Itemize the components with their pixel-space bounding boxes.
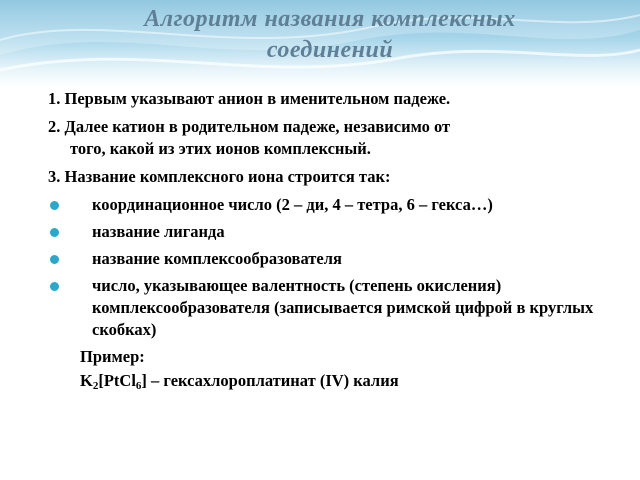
step-1: 1. Первым указывают анион в именительном падеже. <box>48 89 451 108</box>
slide-body <box>48 88 608 392</box>
title-line-2: соединений <box>266 37 394 63</box>
step-2: 2. Далее катион в родительном падеже, независимо от <box>48 117 451 136</box>
bullet-item <box>48 248 608 270</box>
bullet-dot-icon <box>50 228 59 237</box>
formula-k: K <box>80 371 93 390</box>
slide-title <box>70 4 590 66</box>
bullet-dot-icon <box>50 255 59 264</box>
bullet-dot-icon <box>50 201 59 210</box>
bullet-text: название комплексообразователя <box>92 249 342 268</box>
formula-name: ] – гексахлороплатинат (IV) калия <box>141 371 399 390</box>
bullet-dot-icon <box>50 282 59 291</box>
example-label: Пример: <box>80 347 145 366</box>
bullet-text: название лиганда <box>92 222 225 241</box>
bullet-item <box>48 275 608 341</box>
bullet-text: число, указывающее валентность (степень окисления) комплексообразователя (записывается римской цифрой в круглых скобках) <box>92 276 594 339</box>
formula-k-subscript: 2 <box>92 380 99 392</box>
title-line-1: Алгоритм названия комплексных <box>144 6 516 32</box>
bullet-item <box>48 221 608 243</box>
formula-cl-subscript: 6 <box>135 380 142 392</box>
formula-ptcl: [PtCl <box>98 371 136 390</box>
step-3: 3. Название комплексного иона строится так: <box>48 167 391 186</box>
step-2-continued: того, какой из этих ионов комплексный. <box>70 139 371 158</box>
example-formula <box>48 370 608 392</box>
bullet-item <box>48 194 608 216</box>
bullet-text: координационное число (2 – ди, 4 – тетра, 6 – гекса…) <box>92 195 493 214</box>
